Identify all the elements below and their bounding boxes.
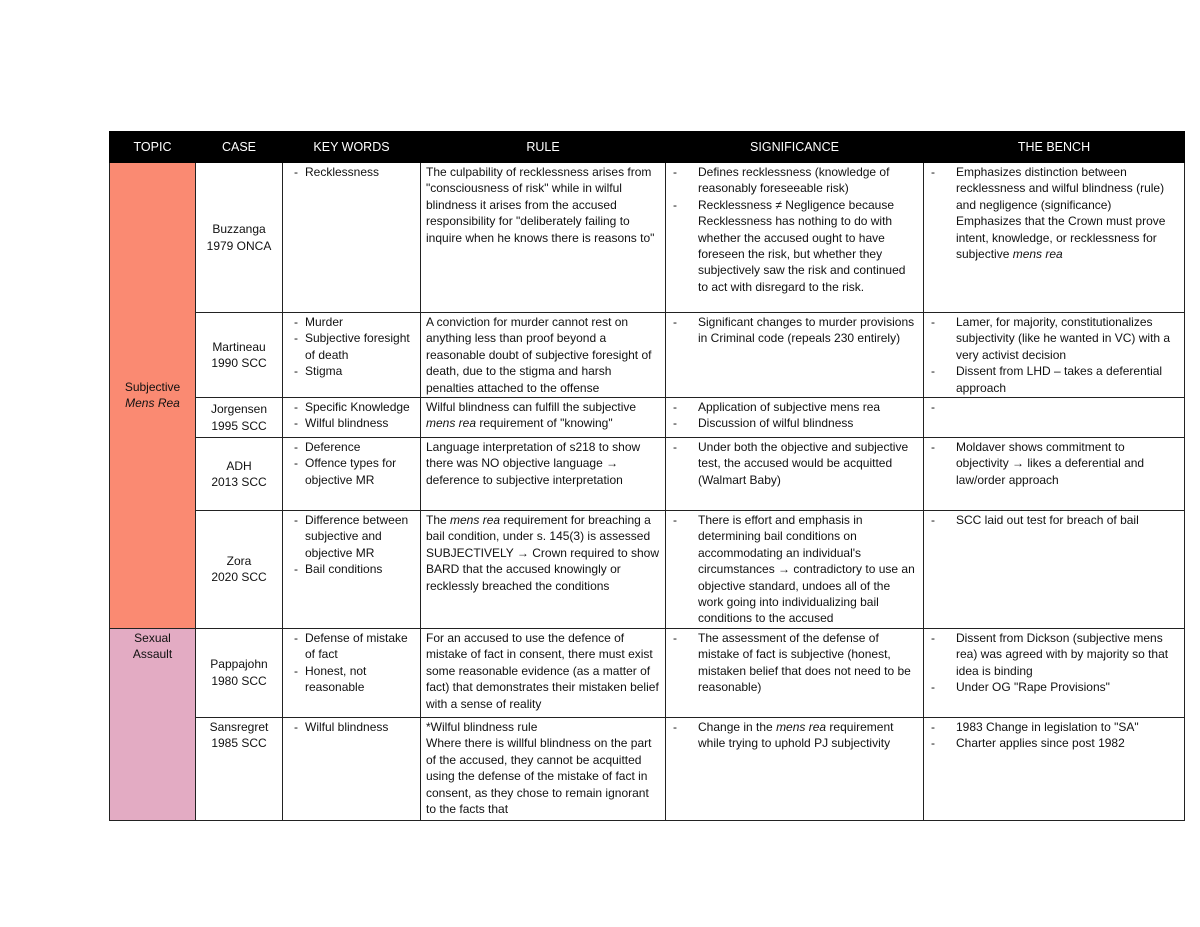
significance-text: Change in the — [698, 719, 777, 734]
significance-item — [671, 719, 918, 752]
case-citation: 1995 SCC — [211, 418, 267, 433]
topic-subjective-mens-rea — [110, 163, 196, 629]
topic-label: Assault — [132, 647, 173, 662]
case-cell — [196, 398, 283, 438]
bench-cell — [924, 511, 1185, 629]
significance-item: - Under both the objective and subjective test, the accused would be acquitted (Walmart Baby) — [671, 439, 918, 488]
keyword-item: - Recklessness — [288, 164, 415, 180]
case-cell — [196, 163, 283, 313]
significance-item: - Recklessness ≠ Negligence because Recklessness has nothing to do with whether the accused ought to have foreseen the risk, but whether they subjectively saw the risk and continued to act with disregard to the risk. — [671, 197, 918, 295]
keyword-item: - Wilful blindness — [288, 415, 415, 431]
keywords-cell — [283, 511, 421, 629]
bench-item: - Under OG "Rape Provisions" — [929, 679, 1179, 695]
case-cell — [196, 717, 283, 820]
case-name: Sansregret — [209, 719, 269, 734]
keywords-cell — [283, 398, 421, 438]
bench-item: - Dissent from LHD – takes a deferential approach — [929, 363, 1179, 396]
significance-cell — [666, 717, 924, 820]
case-name: Buzzanga — [212, 222, 266, 237]
case-cell — [196, 628, 283, 717]
keyword-item: - Honest, not reasonable — [288, 663, 415, 696]
bench-item: - SCC laid out test for breach of bail — [929, 512, 1179, 528]
keyword-item: - Wilful blindness — [288, 719, 415, 735]
keyword-item: - Stigma — [288, 363, 415, 379]
topic-label: Subjective — [124, 380, 181, 395]
significance-cell — [666, 628, 924, 717]
table-row-sansregret — [110, 717, 1185, 820]
case-name: Pappajohn — [210, 657, 268, 672]
header-case: CASE — [196, 132, 283, 163]
case-cell — [196, 511, 283, 629]
significance-text-italic: mens rea — [776, 719, 827, 734]
header-the-bench: THE BENCH — [924, 132, 1185, 163]
case-citation: 1979 ONCA — [206, 238, 272, 253]
keyword-item: - Defense of mistake of fact — [288, 630, 415, 663]
rule-text: Wilful blindness can fulfill the subjective — [426, 400, 637, 415]
rule-text: *Wilful blindness rule — [426, 719, 538, 734]
significance-cell — [666, 438, 924, 511]
keywords-cell — [283, 438, 421, 511]
case-name: Zora — [226, 554, 252, 569]
case-citation: 2020 SCC — [211, 570, 267, 585]
rule-text-italic: mens rea — [450, 513, 501, 528]
keywords-cell — [283, 313, 421, 398]
keyword-item: - Murder — [288, 314, 415, 330]
bench-item — [929, 399, 1179, 415]
table-row-zora — [110, 511, 1185, 629]
topic-sexual-assault — [110, 628, 196, 820]
significance-item: - The assessment of the defense of mistake of fact is subjective (honest, mistaken belief that does not need to be reasonable) — [671, 630, 918, 696]
bench-cell — [924, 398, 1185, 438]
bench-text: Emphasizes that the Crown must prove intent, knowledge, or recklessness for subjective — [956, 214, 1166, 262]
header-rule: RULE — [421, 132, 666, 163]
significance-cell — [666, 313, 924, 398]
rule-cell — [421, 717, 666, 820]
bench-item: - Lamer, for majority, constitutionalizes subjectivity (like he wanted in VC) with a very activist decision — [929, 314, 1179, 363]
significance-item: - Defines recklessness (knowledge of reasonably foreseeable risk) — [671, 164, 918, 197]
bench-text-italic: mens rea — [1012, 247, 1063, 262]
keywords-cell — [283, 163, 421, 313]
significance-item: - There is effort and emphasis in determining bail conditions on accommodating an individual's circumstances → contradictory to use an objective standard, undoes all of the work going into individualizing bail conditions to the accused — [671, 512, 918, 627]
significance-item: - Application of subjective mens rea — [671, 399, 918, 415]
keyword-item: - Subjective foresight of death — [288, 330, 415, 363]
rule-text-italic: mens rea — [426, 416, 477, 431]
rule-cell: For an accused to use the defence of mistake of fact in consent, there must exist some reasonable evidence (as a matter of fact) that demonstrates their mistaken belief with a sense of reality — [421, 628, 666, 717]
bench-item — [929, 164, 1179, 262]
bench-cell — [924, 717, 1185, 820]
case-citation: 2013 SCC — [211, 475, 267, 490]
case-cell — [196, 438, 283, 511]
keyword-item: - Bail conditions — [288, 561, 415, 577]
bench-cell — [924, 163, 1185, 313]
significance-cell — [666, 398, 924, 438]
bench-cell — [924, 628, 1185, 717]
table-row-pappajohn — [110, 628, 1185, 717]
rule-text: Where there is willful blindness on the part of the accused, they cannot be acquitted using the defense of the mistake of fact in consent, as they chose to remain ignorant to the facts that — [426, 736, 652, 816]
rule-text: The — [426, 513, 451, 528]
bench-text: Emphasizes distinction between recklessness and wilful blindness (rule) and negligence (significance) — [956, 165, 1165, 212]
case-cell — [196, 313, 283, 398]
rule-cell — [421, 511, 666, 629]
case-citation: 1980 SCC — [211, 673, 267, 688]
bench-item: - 1983 Change in legislation to "SA" — [929, 719, 1179, 735]
case-citation: 1985 SCC — [211, 736, 267, 751]
rule-text: requirement for breaching a bail condition, under s. 145(3) is assessed SUBJECTIVELY → Crown required to show BARD that the accused knowingly or recklessly breached the conditions — [426, 513, 659, 593]
topic-label-italic: Mens Rea — [125, 396, 180, 411]
case-name: ADH — [226, 458, 252, 473]
significance-cell — [666, 163, 924, 313]
bench-item: - Charter applies since post 1982 — [929, 735, 1179, 751]
rule-cell: Language interpretation of s218 to show there was NO objective language → deference to subjective interpretation — [421, 438, 666, 511]
rule-cell — [421, 398, 666, 438]
header-key-words: KEY WORDS — [283, 132, 421, 163]
significance-cell — [666, 511, 924, 629]
table-row-martineau — [110, 313, 1185, 398]
keyword-item: - Offence types for objective MR — [288, 455, 415, 488]
table-row-buzzanga — [110, 163, 1185, 313]
header-row — [110, 132, 1185, 163]
case-name: Martineau — [212, 339, 266, 354]
bench-item: - Moldaver shows commitment to objectivity → likes a deferential and law/order approach — [929, 439, 1179, 488]
case-summary-table — [109, 131, 1185, 821]
rule-text: requirement of "knowing" — [476, 416, 613, 431]
table-row-adh — [110, 438, 1185, 511]
topic-label: Sexual — [134, 630, 171, 645]
table-row-jorgensen — [110, 398, 1185, 438]
keyword-item: - Specific Knowledge — [288, 399, 415, 415]
header-topic: TOPIC — [110, 132, 196, 163]
bench-cell — [924, 313, 1185, 398]
keyword-item: - Difference between subjective and objective MR — [288, 512, 415, 561]
keywords-cell — [283, 717, 421, 820]
significance-item: - Significant changes to murder provisions in Criminal code (repeals 230 entirely) — [671, 314, 918, 347]
significance-item: - Discussion of wilful blindness — [671, 415, 918, 431]
rule-cell: A conviction for murder cannot rest on anything less than proof beyond a reasonable doubt of subjective foresight of death, due to the stigma and harsh penalties attached to the offense — [421, 313, 666, 398]
case-name: Jorgensen — [210, 402, 268, 417]
significance-text: requirement while trying to uphold PJ subjectivity — [698, 719, 894, 751]
keyword-item: - Deference — [288, 439, 415, 455]
header-significance: SIGNIFICANCE — [666, 132, 924, 163]
bench-cell — [924, 438, 1185, 511]
rule-cell: The culpability of recklessness arises from "consciousness of risk" while in wilful blindness it arises from the accused responsibility for "deliberately failing to inquire when he knows there is reasons to" — [421, 163, 666, 313]
bench-item: - Dissent from Dickson (subjective mens rea) was agreed with by majority so that idea is binding — [929, 630, 1179, 679]
keywords-cell — [283, 628, 421, 717]
case-citation: 1990 SCC — [211, 356, 267, 371]
